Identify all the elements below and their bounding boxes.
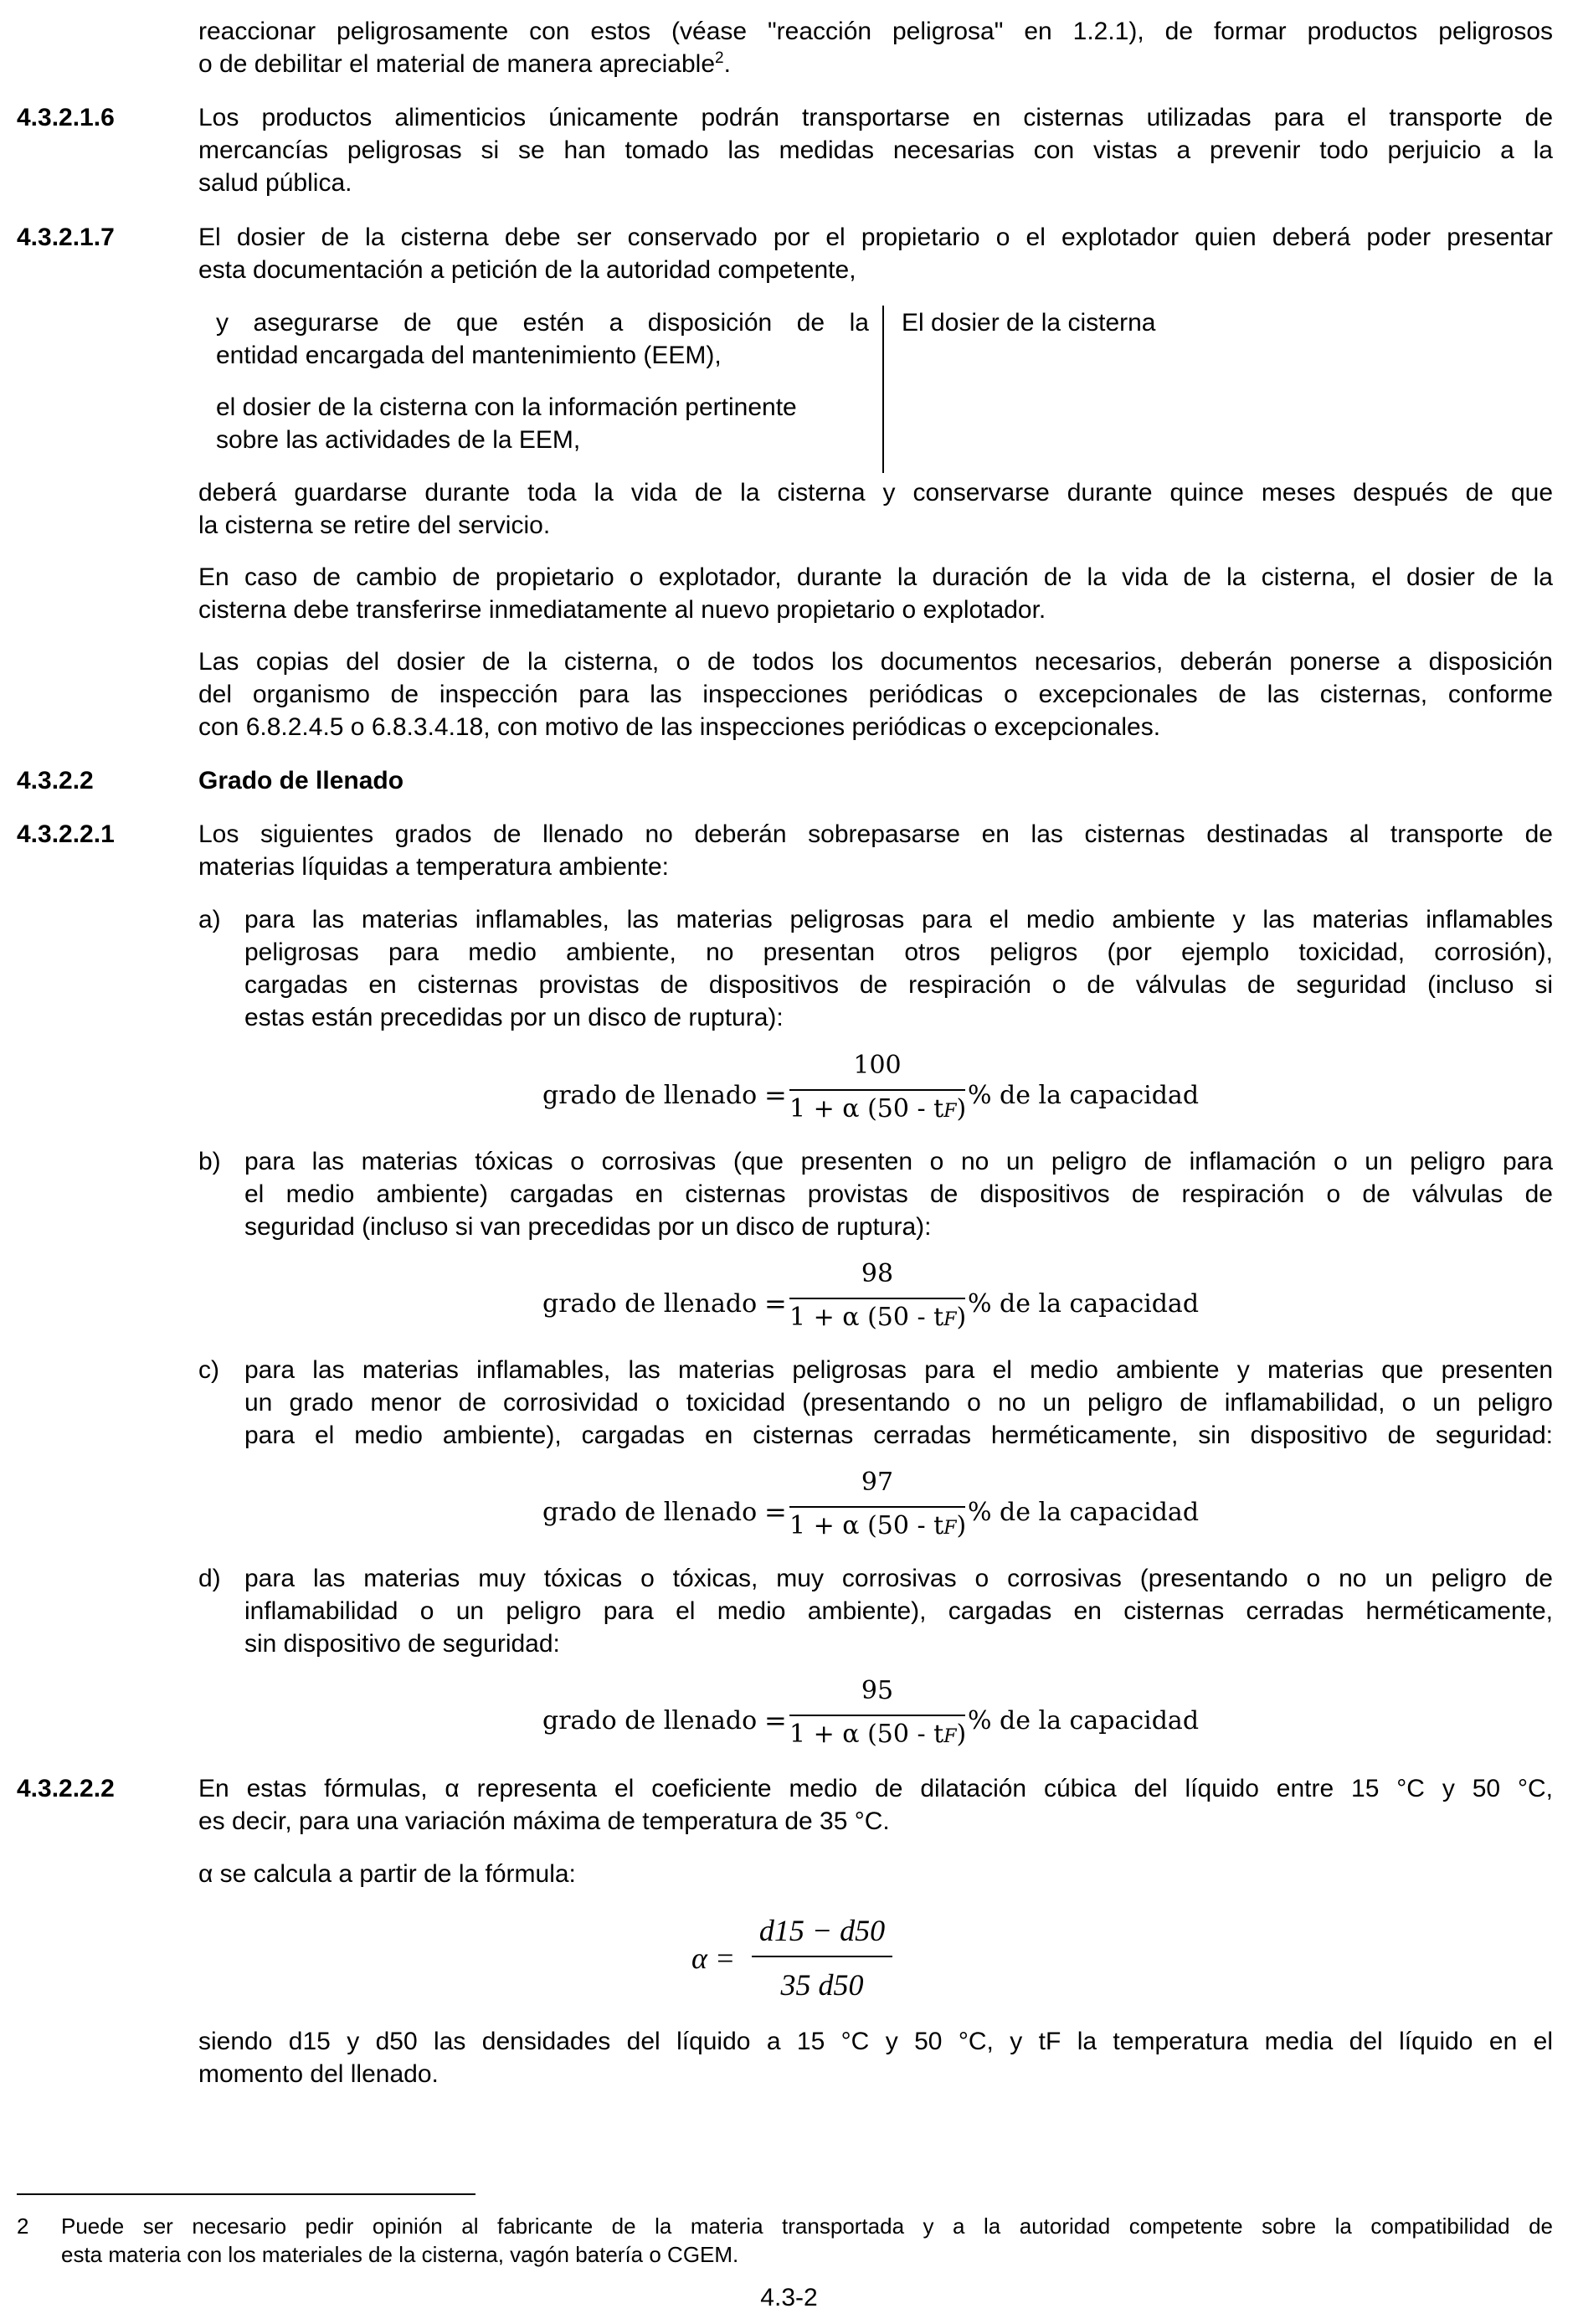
section-4-3-2-2-2-text <box>198 1772 1553 1838</box>
section-4-3-2-1-7-text <box>198 221 1553 286</box>
section-4-3-2-2-1-text <box>198 818 1553 883</box>
text-line: Puede ser necesario pedir opinión al fabricante de la materia transportada y a la autoridad competente sobre la compatibilidad de <box>61 2213 1553 2239</box>
list-item-label: d) <box>198 1565 221 1592</box>
formula-unit: % de la capacidad <box>968 1706 1200 1735</box>
text-line: con 6.8.2.4.5 o 6.8.3.4.18, con motivo de las inspecciones periódicas o excepcionales. <box>198 713 1161 741</box>
text-line: inflamabilidad o un peligro para el medio ambiente), cargadas en cisternas cerradas herméticamente, <box>244 1597 1553 1625</box>
fraction-bar <box>752 1956 892 1957</box>
paragraph <box>198 476 1553 542</box>
list-item-text <box>244 903 1553 1034</box>
text-line: seguridad (incluso si van precedidas por un disco de ruptura): <box>244 1213 932 1241</box>
paragraph <box>198 2025 1553 2090</box>
formula-denominator: 1 + α (50 - tF) <box>789 1511 967 1540</box>
formula-label: grado de llenado <box>542 1706 758 1735</box>
text-line: Los productos alimenticios únicamente podrán transportarse en cisternas utilizadas para el transporte de <box>198 104 1553 131</box>
text-line: para el medio ambiente), cargadas en cisternas cerradas herméticamente, sin dispositivo de seguridad: <box>244 1422 1553 1449</box>
text-line: En caso de cambio de propietario o explotador, durante la duración de la vida de la cisterna, el dosier de la <box>198 563 1553 591</box>
text-line: y asegurarse de que estén a disposición de la <box>216 309 869 337</box>
fraction-bar <box>789 1715 965 1716</box>
text-line: Las copias del dosier de la cisterna, o de todos los documentos necesarios, deberán ponerse a disposición <box>198 648 1553 676</box>
text-line: Los siguientes grados de llenado no deberán sobrepasarse en las cisternas destinadas al transporte de <box>198 820 1553 848</box>
bracket-right-text: El dosier de la cisterna <box>902 309 1156 337</box>
formula-unit: % de la capacidad <box>968 1081 1200 1110</box>
text-line: esta materia con los materiales de la cisterna, vagón batería o CGEM. <box>61 2242 739 2267</box>
text-line: momento del llenado. <box>198 2060 439 2088</box>
formula-numerator: 100 <box>853 1051 902 1080</box>
formula-denominator: 1 + α (50 - tF) <box>789 1303 967 1332</box>
formula-equals: = <box>764 1496 787 1528</box>
continuation-paragraph <box>198 15 1553 80</box>
formula-denominator: 1 + α (50 - tF) <box>789 1094 967 1123</box>
bracket-left-text-2 <box>216 391 869 456</box>
formula-equals: = <box>764 1704 787 1736</box>
formula-denominator: 1 + α (50 - tF) <box>789 1720 967 1749</box>
text-line: En estas fórmulas, α representa el coeficiente medio de dilatación cúbica del líquido entre 15 °C y 50 °C, <box>198 1775 1553 1802</box>
filling-formula <box>542 1468 1200 1548</box>
alpha-formula-denominator: 35 d50 <box>780 1968 864 2002</box>
formula-label: grado de llenado <box>542 1498 758 1527</box>
bracket-left-text-1 <box>216 306 869 372</box>
section-number: 4.3.2.2 <box>17 767 94 794</box>
list-item-label: a) <box>198 906 221 933</box>
text-line: para las materias tóxicas o corrosivas (que presenten o no un peligro de inflamación o un peligro para <box>244 1148 1553 1175</box>
formula-numerator: 97 <box>861 1468 894 1497</box>
list-item-label: b) <box>198 1148 221 1175</box>
paragraph <box>198 561 1553 626</box>
footnote-separator <box>17 2193 475 2195</box>
formula-unit: % de la capacidad <box>968 1498 1200 1527</box>
list-item-text <box>244 1354 1553 1452</box>
text-line: reaccionar peligrosamente con estos (véase "reacción peligrosa" en 1.2.1), de formar productos peligrosos <box>198 18 1553 45</box>
text-line: sin dispositivo de seguridad: <box>244 1630 560 1658</box>
text-line: cisterna debe transferirse inmediatamente al nuevo propietario o explotador. <box>198 596 1046 624</box>
paragraph <box>198 645 1553 743</box>
text-line: sobre las actividades de la EEM, <box>216 426 581 454</box>
text-line: peligrosas para medio ambiente, no presentan otros peligros (por ejemplo toxicidad, corrosión), <box>244 938 1553 966</box>
text-line: salud pública. <box>198 169 352 197</box>
text-line: el medio ambiente) cargadas en cisternas provistas de dispositivos de respiración o de válvulas de <box>244 1180 1553 1208</box>
text-line: es decir, para una variación máxima de temperatura de 35 °C. <box>198 1807 890 1835</box>
section-number: 4.3.2.1.7 <box>17 224 115 251</box>
footnote-mark: 2 <box>17 2213 29 2239</box>
text-line: la cisterna se retire del servicio. <box>198 512 551 539</box>
text-line: materias líquidas a temperatura ambiente: <box>198 853 669 881</box>
formula-numerator: 98 <box>861 1259 894 1288</box>
page-number: 4.3-2 <box>760 2284 818 2311</box>
bracket-rule <box>882 306 884 473</box>
formula-equals: = <box>764 1079 787 1111</box>
footnote-text <box>61 2212 1553 2269</box>
text-line: un grado menor de corrosividad o toxicidad (presentando o no un peligro de inflamabilidad, o un peligro <box>244 1389 1553 1417</box>
filling-formula <box>542 1051 1200 1131</box>
text-line: para las materias muy tóxicas o tóxicas, muy corrosivas o corrosivas (presentando o no un peligro de <box>244 1565 1553 1592</box>
text-line: el dosier de la cisterna con la información pertinente <box>216 393 797 421</box>
filling-formula <box>542 1259 1200 1339</box>
filling-formula <box>542 1676 1200 1756</box>
text-line: esta documentación a petición de la autoridad competente, <box>198 256 856 284</box>
formula-label: grado de llenado <box>542 1289 758 1319</box>
section-number: 4.3.2.2.1 <box>17 820 115 848</box>
formula-equals: = <box>764 1288 787 1319</box>
footnote-reference: 2 <box>715 49 724 67</box>
section-heading: Grado de llenado <box>198 767 404 794</box>
alpha-formula-lhs: α = <box>691 1941 736 1975</box>
text-line: estas están precedidas por un disco de ruptura): <box>244 1004 784 1031</box>
fraction-bar <box>789 1506 965 1508</box>
fraction-bar <box>789 1089 965 1091</box>
text-line: mercancías peligrosas si se han tomado las medidas necesarias con vistas a prevenir todo perjuicio a la <box>198 136 1553 164</box>
list-item-text <box>244 1145 1553 1243</box>
formula-unit: % de la capacidad <box>968 1289 1200 1319</box>
text-line: entidad encargada del mantenimiento (EEM), <box>216 342 722 369</box>
text-line: del organismo de inspección para las inspecciones periódicas o excepcionales de las cisternas, conforme <box>198 681 1553 708</box>
formula-numerator: 95 <box>861 1676 894 1705</box>
text-line: siendo d15 y d50 las densidades del líquido a 15 °C y 50 °C, y tF la temperatura media del líquido en el <box>198 2028 1553 2055</box>
fraction-bar <box>789 1298 965 1299</box>
text-line: deberá guardarse durante toda la vida de la cisterna y conservarse durante quince meses después de que <box>198 479 1553 506</box>
text-line: para las materias inflamables, las materias peligrosas para el medio ambiente y las materias inflamables <box>244 906 1553 933</box>
paragraph: α se calcula a partir de la fórmula: <box>198 1860 576 1888</box>
alpha-formula-numerator: d15 − d50 <box>758 1914 886 1947</box>
list-item-text <box>244 1562 1553 1660</box>
list-item-label: c) <box>198 1356 219 1384</box>
text-line: El dosier de la cisterna debe ser conservado por el propietario o el explotador quien deberá poder presentar <box>198 224 1553 251</box>
section-4-3-2-1-6-text <box>198 101 1553 199</box>
formula-label: grado de llenado <box>542 1081 758 1110</box>
text-line: para las materias inflamables, las materias peligrosas para el medio ambiente y materias que presenten <box>244 1356 1553 1384</box>
section-number: 4.3.2.2.2 <box>17 1775 115 1802</box>
text-line: o de debilitar el material de manera apreciable$^2$. <box>198 49 731 78</box>
section-number: 4.3.2.1.6 <box>17 104 115 131</box>
text-line: cargadas en cisternas provistas de dispositivos de respiración o de válvulas de seguridad (incluso si <box>244 971 1553 999</box>
